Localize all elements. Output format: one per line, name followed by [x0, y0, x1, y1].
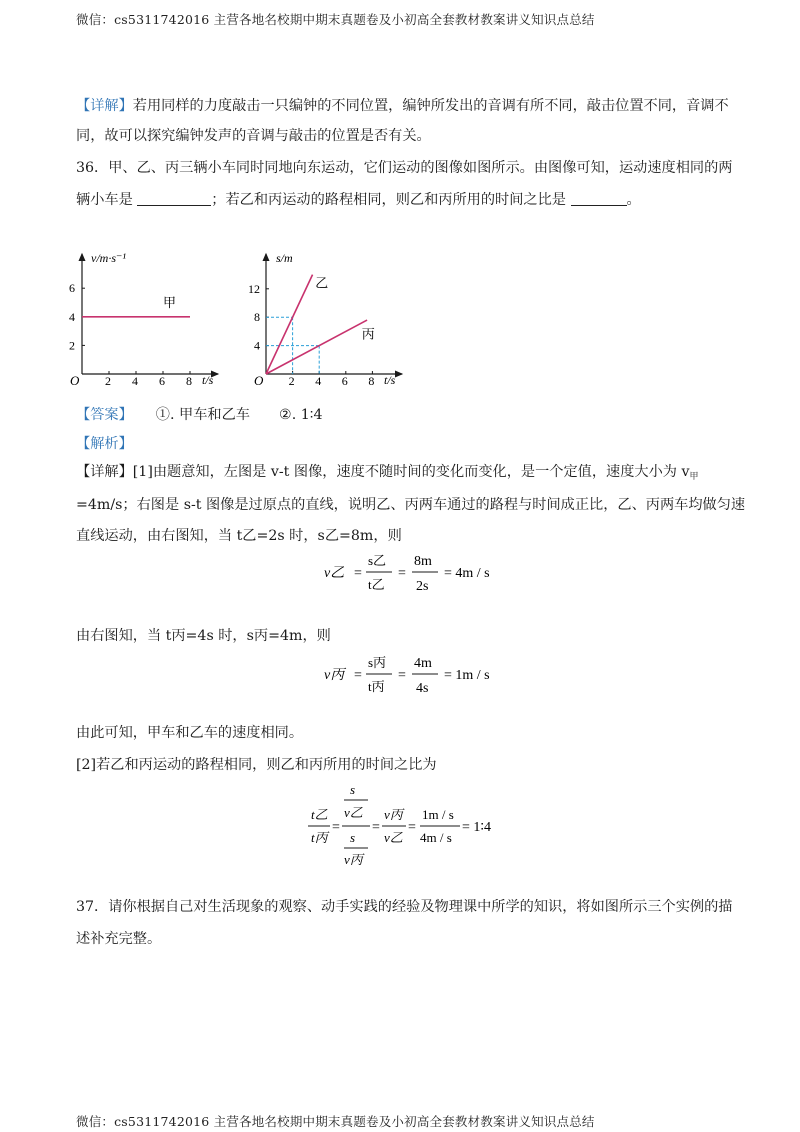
eq2-den1: t丙 [368, 679, 385, 694]
eq1-num2: 8m [414, 554, 432, 569]
left-x-tick-label: 6 [159, 374, 165, 388]
eq1-den2: 2s [416, 579, 429, 594]
detail-line5: 由此可知，甲车和乙车的速度相同。 [76, 725, 304, 741]
eq3-num1: t乙 [311, 807, 328, 822]
eq1-result: = 4m / s [444, 566, 490, 581]
detail-line6: [2]若乙和丙运动的路程相同，则乙和丙所用的时间之比为 [76, 757, 437, 773]
left-y-tick-label: 6 [69, 281, 75, 296]
right-x-tick-label: 2 [288, 374, 295, 388]
left-x-tick-label: 8 [186, 374, 192, 388]
eq2-equals-2: = [398, 668, 406, 683]
q36-text-b: ；若乙和丙运动的路程相同，则乙和丙所用的时间之比是 [211, 192, 566, 208]
q36-line2 [76, 189, 641, 209]
right-graph [248, 251, 402, 388]
eq3-equals-1: = [332, 820, 340, 835]
eq2-equals-1: = [354, 668, 362, 683]
equation-v-bing [322, 650, 492, 698]
prev-detail-line1 [76, 95, 729, 115]
eq3-num4: 1m / s [422, 807, 454, 822]
answer-2: ②. 1∶4 [278, 407, 323, 423]
detail-line2: =4m/s；右图是 s-t 图像是过原点的直线，说明乙、丙两车通过的路程与时间成正比，乙、丙两车均做匀速 [76, 497, 746, 513]
right-y-label: s/m [276, 251, 293, 265]
detail-line4: 由右图知，当 t丙=4s 时，s丙=4m，则 [76, 628, 331, 644]
eq1-num1: s乙 [368, 553, 387, 568]
detail-sub-jia: 甲 [689, 472, 699, 482]
eq3-num3: v丙 [384, 807, 403, 822]
left-y-tick-label: 4 [69, 309, 75, 324]
equation-v-yi [322, 548, 492, 596]
eq2-num1: s丙 [368, 655, 387, 670]
left-x-tick-label: 4 [132, 374, 138, 388]
series-yi-line [266, 275, 313, 374]
right-x-label: t/s [384, 373, 396, 387]
prev-detail-text1: 若用同样的力度敲击一只编钟的不同位置，编钟所发出的音调有所不同，敲击位置不同，音调不 [132, 98, 729, 114]
answer-blank-1[interactable] [137, 193, 211, 206]
prev-detail-line2: 同，故可以探究编钟发声的音调与敲击的位置是否有关。 [76, 128, 431, 144]
eq3-result: = 1∶4 [462, 820, 492, 835]
eq3-s-bot: s [350, 830, 356, 845]
right-y-tick-label: 12 [248, 281, 260, 296]
q36-line1: 36．甲、乙、丙三辆小车同时同地向东运动，它们运动的图像如图所示。由图像可知，运动速度相同的两 [76, 160, 733, 176]
detail-tag-2: 【详解】 [76, 464, 133, 480]
q36-text-c: 。 [626, 192, 641, 208]
q37-line2: 述补充完整。 [76, 931, 162, 947]
right-x-tick-label: 4 [315, 374, 322, 388]
eq3-s-top: s [350, 782, 356, 797]
equation-time-ratio [306, 780, 516, 868]
eq3-equals-2: = [372, 820, 380, 835]
analysis-tag: 【解析】 [76, 436, 133, 452]
answer-line [76, 404, 322, 424]
eq1-equals-1: = [354, 566, 362, 581]
answer-1: ①. 甲车和乙车 [155, 407, 250, 423]
page-header: 微信：cs5311742016 主营各地名校期中期末真题卷及小初高全套教材教案讲义知识点总结 [76, 12, 595, 27]
eq1-equals-2: = [398, 566, 406, 581]
series-yi-label: 乙 [315, 275, 329, 291]
eq2-den2: 4s [416, 681, 429, 696]
eq3-v-bing: v丙 [344, 852, 363, 867]
left-x-label: t/s [202, 373, 214, 387]
right-y-tick-label: 4 [254, 338, 260, 353]
detail-line1 [76, 461, 699, 482]
answer-tag: 【答案】 [76, 407, 133, 423]
answer-blank-2[interactable] [571, 193, 627, 206]
left-y-tick-label: 2 [69, 338, 75, 353]
right-y-tick-label: 8 [254, 310, 260, 325]
left-origin: O [70, 373, 80, 388]
motion-graphs [66, 244, 406, 394]
eq3-den1: t丙 [311, 830, 328, 845]
right-x-tick-label: 6 [341, 374, 348, 388]
eq3-den4: 4m / s [420, 830, 452, 845]
q37-line1: 37．请你根据自己对生活现象的观察、动手实践的经验及物理课中所学的知识，将如图所示三个实例的描 [76, 899, 733, 915]
eq2-num2: 4m [414, 656, 432, 671]
left-graph [69, 251, 218, 388]
eq3-v-yi: v乙 [344, 805, 363, 820]
left-y-label: v/m·s⁻¹ [91, 251, 126, 265]
page-footer: 微信：cs5311742016 主营各地名校期中期末真题卷及小初高全套教材教案讲义知识点总结 [76, 1114, 595, 1129]
eq2-result: = 1m / s [444, 668, 490, 683]
series-jia-label: 甲 [163, 294, 177, 310]
right-origin: O [254, 373, 264, 388]
q36-text-a: 辆小车是 [76, 192, 133, 208]
series-bing-line [266, 320, 367, 374]
right-x-tick-label: 8 [368, 374, 375, 388]
detail-line3: 直线运动，由右图知，当 t乙=2s 时，s乙=8m，则 [76, 528, 402, 544]
detail-text-1: [1]由题意知，左图是 v-t 图像，速度不随时间的变化而变化，是一个定值，速度大小为 v [132, 464, 690, 480]
eq3-den3: v乙 [384, 830, 403, 845]
eq3-equals-3: = [408, 820, 416, 835]
left-x-tick-label: 2 [105, 374, 111, 388]
detail-tag: 【详解】 [76, 98, 133, 114]
eq1-lhs: v乙 [324, 566, 345, 581]
series-bing-label: 丙 [361, 326, 375, 342]
eq2-lhs: v丙 [324, 668, 345, 683]
eq1-den1: t乙 [368, 577, 385, 592]
